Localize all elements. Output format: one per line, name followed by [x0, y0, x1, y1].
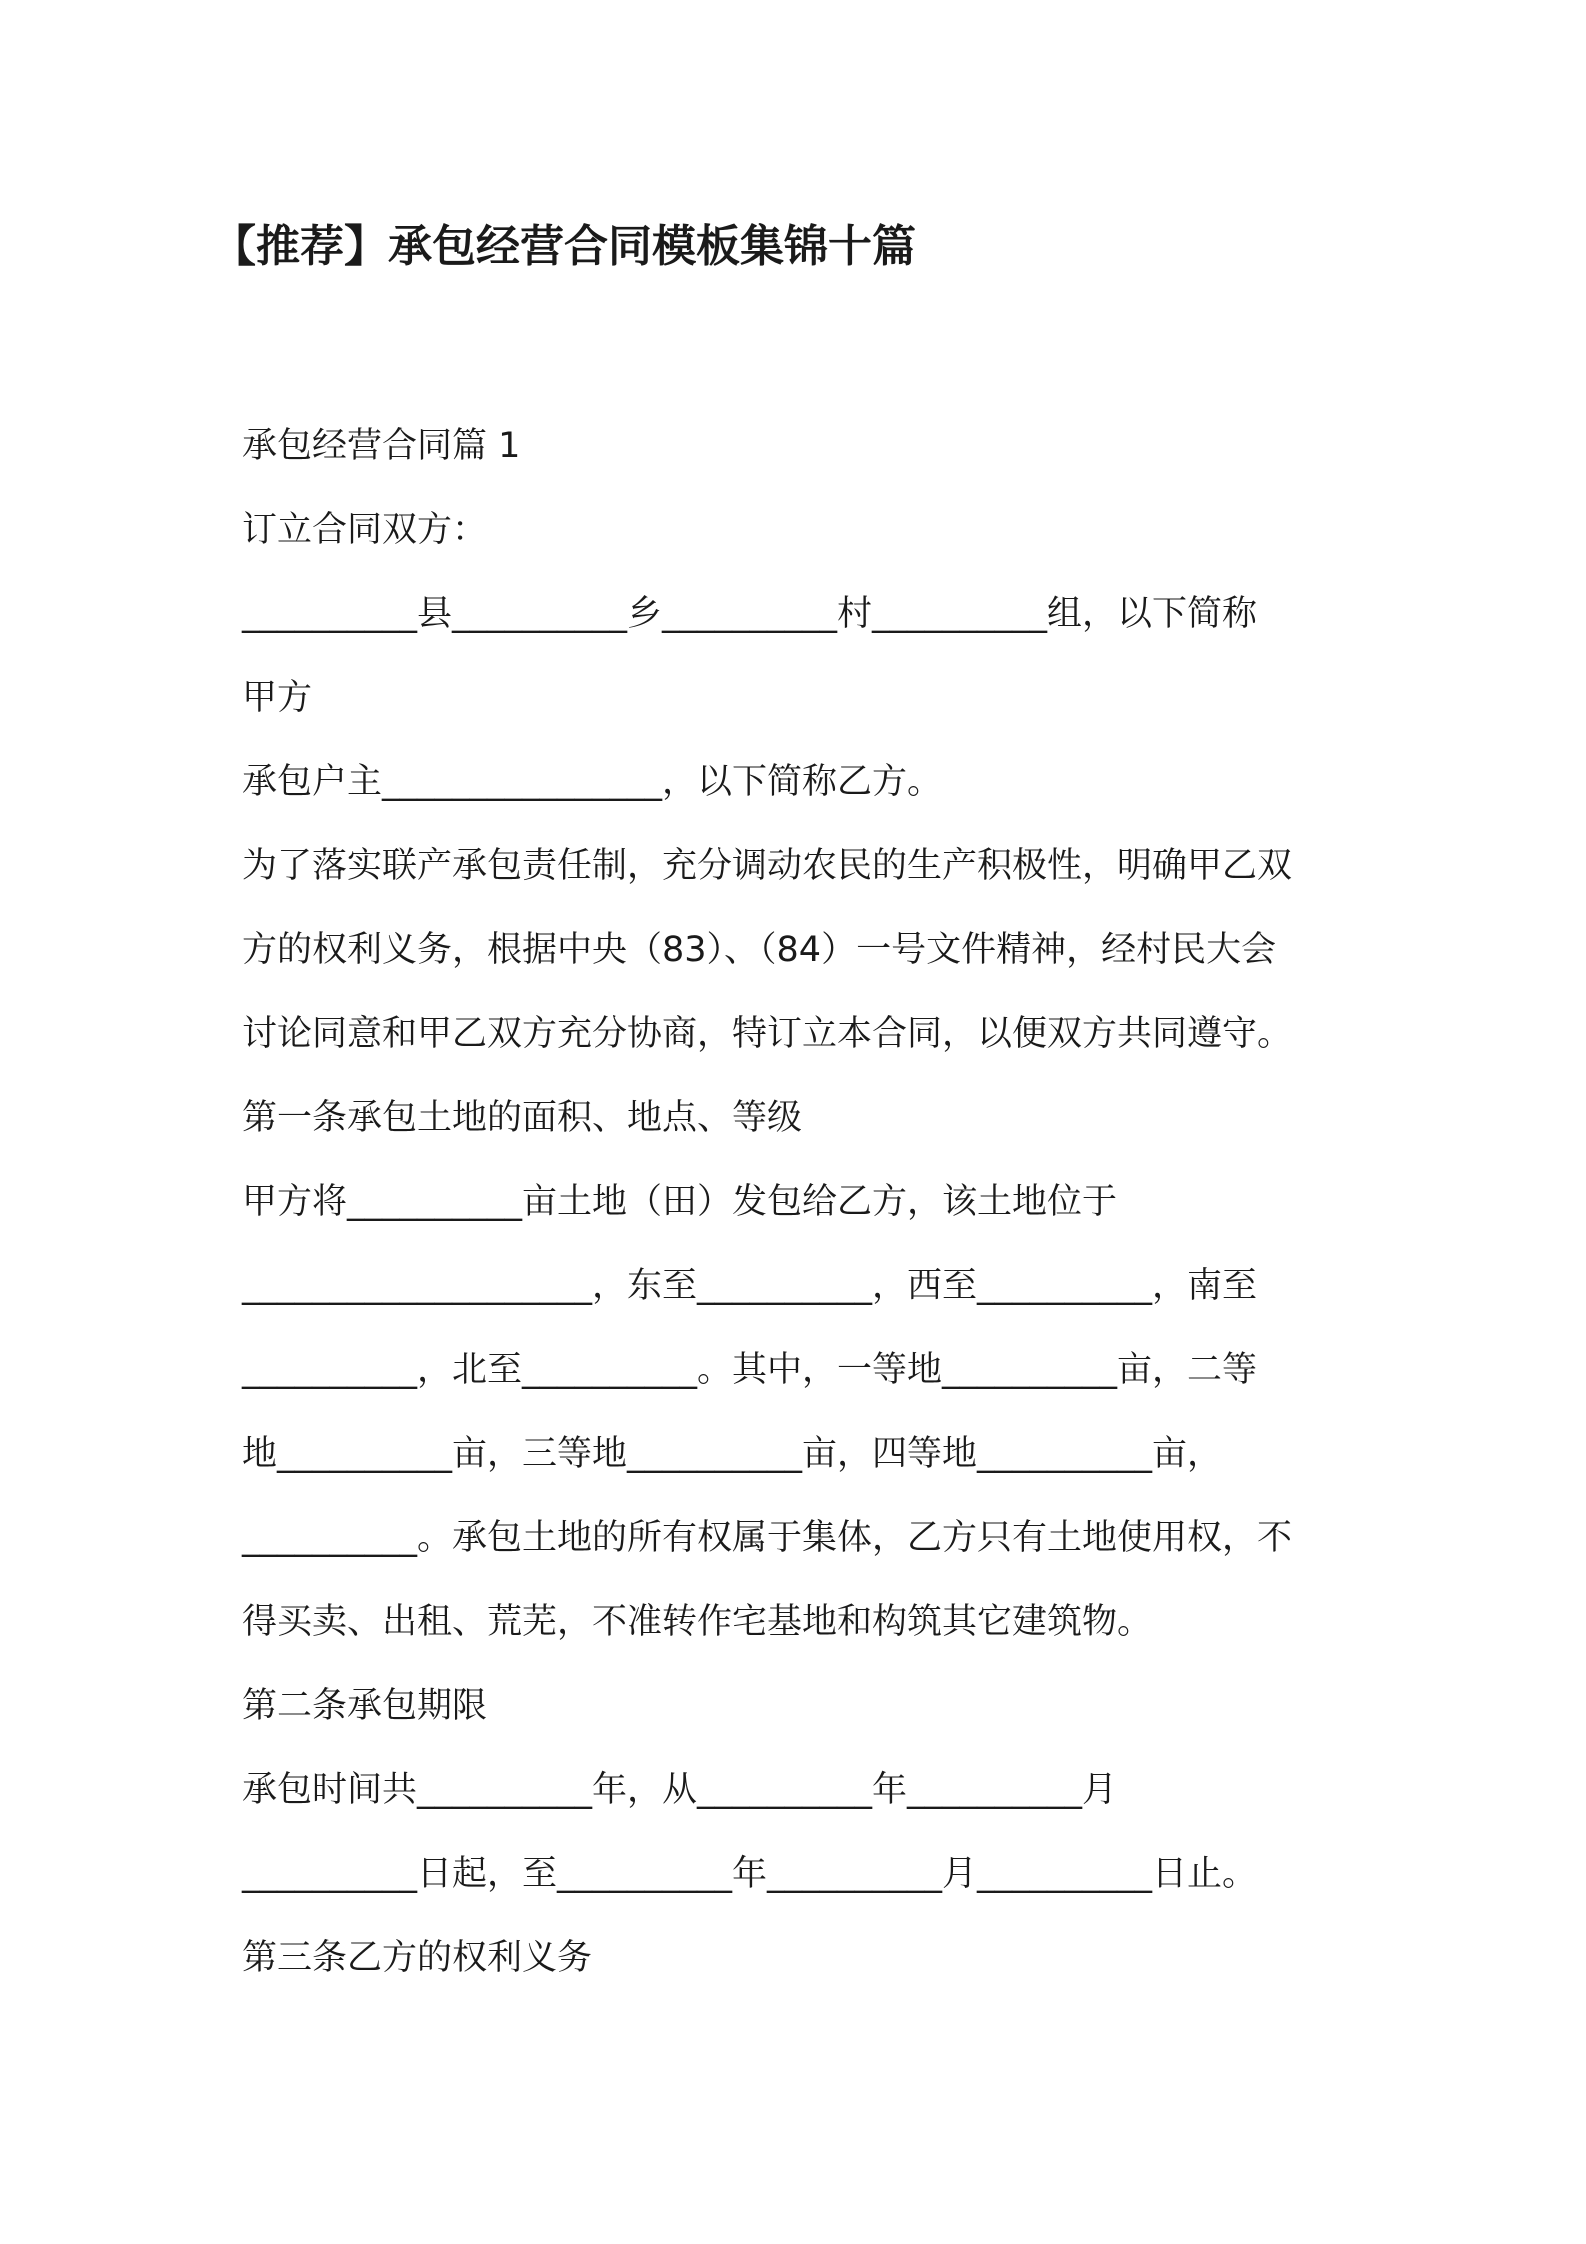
- parties-label: 订立合同双方：: [242, 510, 488, 550]
- preamble-line-2: 方的权利义务，根据中央（83）、（84）一号文件精神，经村民大会: [242, 930, 1277, 970]
- party-a-address-line: __________县__________乡__________村__________组，以下简称: [242, 594, 1258, 634]
- article-1-line-4: 地__________亩，三等地__________亩，四等地__________亩，: [242, 1434, 1223, 1474]
- article-1-line-2: ____________________，东至__________，西至__________，南至: [242, 1266, 1258, 1306]
- party-b-line: 承包户主________________，以下简称乙方。: [242, 762, 943, 802]
- article-1-line-6: 得买卖、出租、荒芜，不准转作宅基地和构筑其它建筑物。: [242, 1602, 1153, 1642]
- article-1-line-1: 甲方将__________亩土地（田）发包给乙方，该土地位于: [242, 1182, 1118, 1222]
- article-1-line-3: __________，北至__________。其中，一等地__________亩，二等: [242, 1350, 1258, 1390]
- document-body: [242, 404, 1362, 2000]
- party-a-label: 甲方: [242, 678, 313, 718]
- article-2-heading: 第二条承包期限: [242, 1686, 488, 1726]
- preamble-line-1: 为了落实联产承包责任制，充分调动农民的生产积极性，明确甲乙双: [242, 846, 1293, 886]
- document-title: 【推荐】承包经营合同模板集锦十篇: [212, 221, 916, 272]
- article-2-line-2: __________日起，至__________年__________月__________日止。: [242, 1854, 1258, 1894]
- article-1-heading: 第一条承包土地的面积、地点、等级: [242, 1098, 803, 1138]
- section-heading-part-1: 承包经营合同篇 1: [242, 426, 521, 466]
- article-2-line-1: 承包时间共__________年，从__________年__________月: [242, 1770, 1118, 1810]
- article-1-line-5: __________。承包土地的所有权属于集体，乙方只有土地使用权，不: [242, 1518, 1293, 1558]
- preamble-line-3: 讨论同意和甲乙双方充分协商，特订立本合同，以便双方共同遵守。: [242, 1014, 1293, 1054]
- article-3-heading: 第三条乙方的权利义务: [242, 1938, 593, 1978]
